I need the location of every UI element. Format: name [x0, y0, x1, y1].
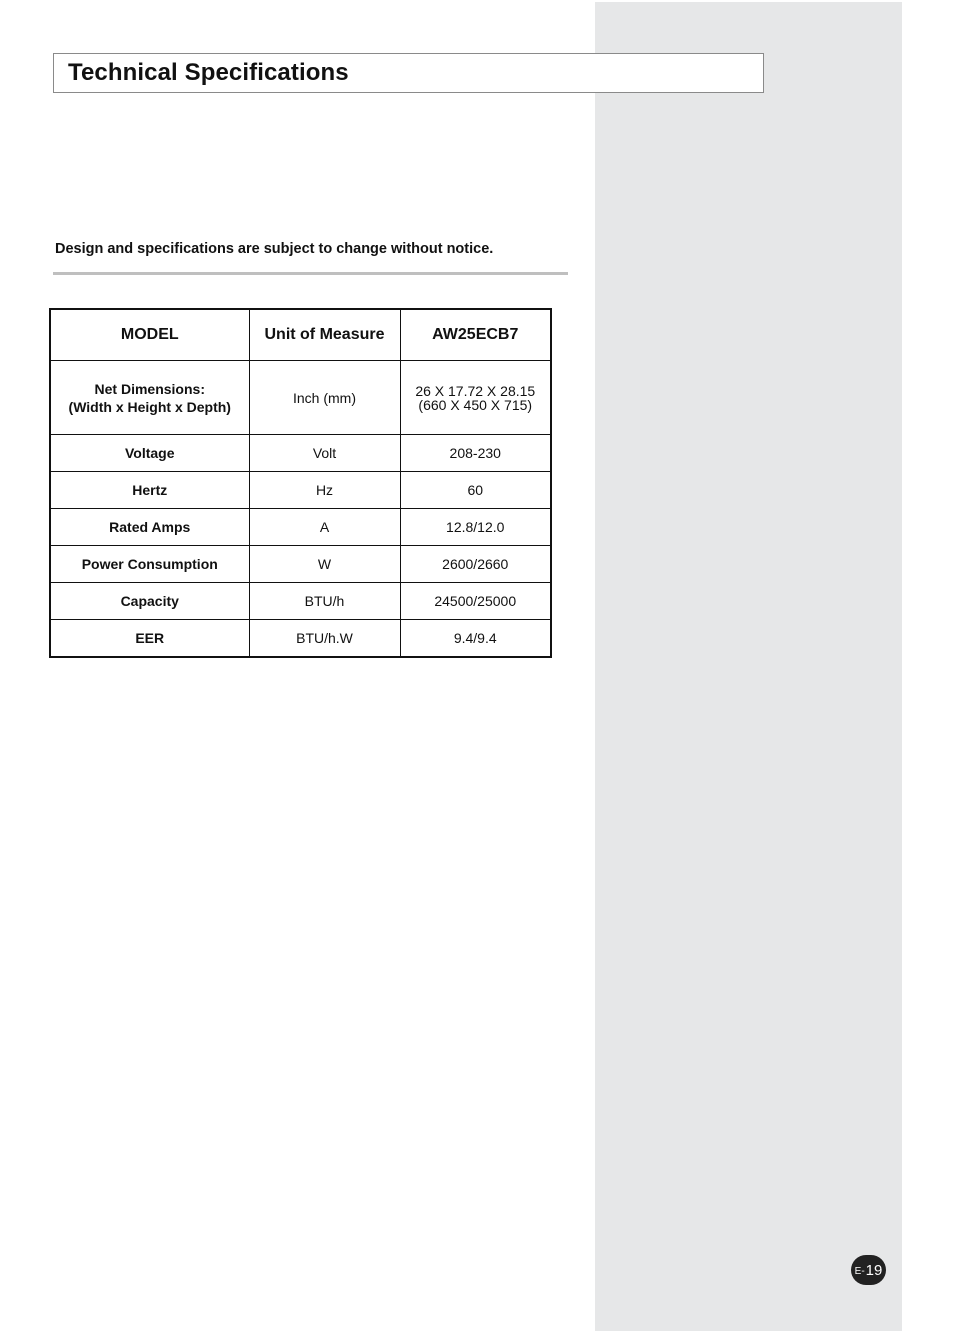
- row-unit: BTU/h.W: [249, 620, 400, 658]
- table-header-row: [50, 309, 551, 361]
- row-label: Capacity: [50, 583, 249, 620]
- title-box: [53, 53, 764, 93]
- row-value: 24500/25000: [400, 583, 551, 620]
- header-model: MODEL: [50, 309, 249, 361]
- dimensions-value-line1: 26 X 17.72 X 28.15: [415, 382, 536, 399]
- row-unit: BTU/h: [249, 583, 400, 620]
- row-value: 9.4/9.4: [400, 620, 551, 658]
- row-unit: Hz: [249, 472, 400, 509]
- page-prefix: E-: [854, 1266, 865, 1277]
- page-number-badge: [851, 1255, 886, 1285]
- table-row: [50, 546, 551, 583]
- page-title: Technical Specifications: [68, 59, 349, 86]
- table-row: [50, 509, 551, 546]
- dimensions-label-line2: (Width x Height x Depth): [68, 398, 231, 415]
- dimensions-label-line1: Net Dimensions:: [94, 380, 205, 397]
- row-label: Rated Amps: [50, 509, 249, 546]
- row-value: 208-230: [400, 435, 551, 472]
- row-label: Power Consumption: [50, 546, 249, 583]
- row-unit: W: [249, 546, 400, 583]
- side-panel: [595, 2, 902, 1331]
- page-number: 19: [865, 1261, 883, 1279]
- table-row: [50, 361, 551, 435]
- row-value: 12.8/12.0: [400, 509, 551, 546]
- dimensions-value-line2: (660 X 450 X 715): [418, 396, 533, 413]
- row-value: [400, 361, 551, 435]
- header-model-number: AW25ECB7: [400, 309, 551, 361]
- notice-divider: [53, 272, 568, 275]
- header-unit: Unit of Measure: [249, 309, 400, 361]
- row-label: Hertz: [50, 472, 249, 509]
- row-value: 2600/2660: [400, 546, 551, 583]
- row-label: EER: [50, 620, 249, 658]
- table-row: [50, 435, 551, 472]
- row-label: Voltage: [50, 435, 249, 472]
- row-label: [50, 361, 249, 435]
- table-row: [50, 583, 551, 620]
- row-value: 60: [400, 472, 551, 509]
- row-unit: Volt: [249, 435, 400, 472]
- spec-notice: Design and specifications are subject to change without notice.: [55, 241, 494, 257]
- table-row: [50, 472, 551, 509]
- row-unit: A: [249, 509, 400, 546]
- row-unit: Inch (mm): [249, 361, 400, 435]
- spec-table: [49, 308, 552, 658]
- table-row: [50, 620, 551, 658]
